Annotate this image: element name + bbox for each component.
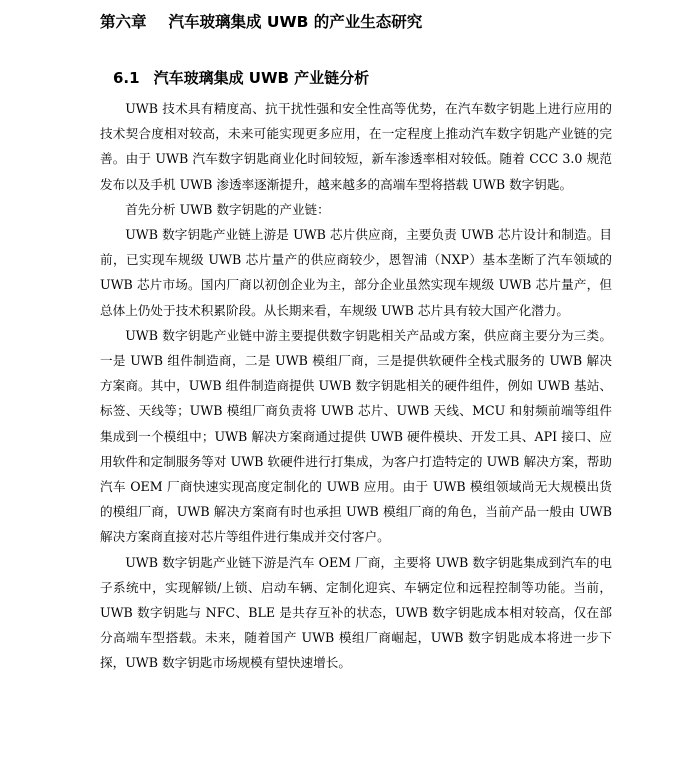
chapter-title: 汽车玻璃集成 UWB 的产业生态研究 xyxy=(168,13,423,31)
paragraph-chain-intro: 首先分析 UWB 数字钥匙的产业链： xyxy=(125,201,330,217)
section-title: 汽车玻璃集成 UWB 产业链分析 xyxy=(153,69,370,87)
paragraph-downstream: UWB 数字钥匙产业链下游是汽车 OEM 厂商，主要将 UWB 数字钥匙集成到汽车的电子系统中，实现解锁/上锁、启动车辆、定制化迎宾、车辆定位和远程控制等功能。当前，UWB 数字钥匙与 NFC、BLE 是共存互补的状态，UWB 数字钥匙成本相对较高，仅在部分高端车型搭载。未来，随着国产 UWB 模组厂商崛起，UWB 数字钥匙成本将进一步下探，UWB 数字钥匙市场规模有望快速增长。 xyxy=(100,554,612,671)
paragraph-midstream: UWB 数字钥匙产业链中游主要提供数字钥匙相关产品或方案，供应商主要分为三类。一是 UWB 组件制造商，二是 UWB 模组厂商，三是提供软硬件全栈式服务的 UWB 解决方案商。其中，UWB 组件制造商提供 UWB 数字钥匙相关的硬件组件，例如 UWB 基站、标签、天线等；UWB 模组厂商负责将 UWB 芯片、UWB 天线、MCU 和射频前端等组件集成到一个模组中；UWB 解决方案商通过提供 UWB 硬件模块、开发工具、API 接口、应用软件和定制服务等对 UWB 软硬件进行打集成，为客户打造特定的 UWB 解决方案，帮助汽车 OEM 厂商快速实现高度定制化的 UWB 应用。由于 UWB 模组领域尚无大规模出货的模组厂商，UWB 解决方案商有时也承担 UWB 模组厂商的角色，当前产品一般由 UWB 解决方案商直接对芯片等组件进行集成并交付客户。 xyxy=(100,327,612,545)
paragraph-upstream: UWB 数字钥匙产业链上游是 UWB 芯片供应商，主要负责 UWB 芯片设计和制造。目前，已实现车规级 UWB 芯片量产的供应商较少，恩智浦（NXP）基本垄断了汽车领域的 UWB 芯片市场。国内厂商以初创企业为主，部分企业虽然实现车规级 UWB 芯片量产，但总体上仍处于技术积累阶段。从长期来看，车规级 UWB 芯片具有较大国产化潜力。 xyxy=(100,227,612,318)
chapter-number: 第六章 xyxy=(100,13,147,31)
chapter-heading xyxy=(100,11,422,33)
section-heading xyxy=(113,67,369,89)
section-number: 6.1 xyxy=(113,69,140,87)
body-text xyxy=(100,96,612,676)
paragraph-intro: UWB 技术具有精度高、抗干扰性强和安全性高等优势，在汽车数字钥匙上进行应用的技术契合度相对较高，未来可能实现更多应用，在一定程度上推动汽车数字钥匙产业链的完善。由于 UWB 汽车数字钥匙商业化时间较短，新车渗透率相对较低。随着 CCC 3.0 规范发布以及手机 UWB 渗透率逐渐提升，越来越多的高端车型将搭载 UWB 数字钥匙。 xyxy=(100,101,612,192)
